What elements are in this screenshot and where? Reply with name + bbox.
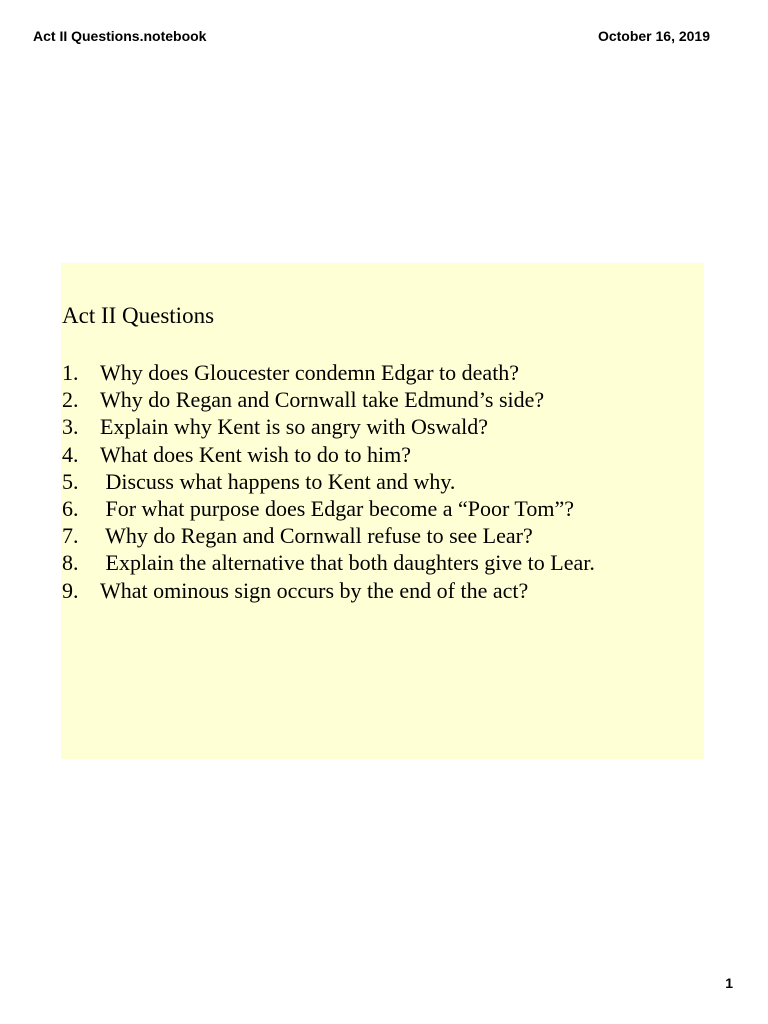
question-number: 5. bbox=[62, 468, 79, 494]
question-item bbox=[62, 549, 595, 576]
question-text: Explain the alternative that both daughters give to Lear. bbox=[100, 550, 595, 576]
question-text: Explain why Kent is so angry with Oswald? bbox=[100, 414, 488, 440]
page-number: 1 bbox=[725, 975, 733, 991]
note-box bbox=[61, 263, 704, 759]
question-item bbox=[62, 359, 595, 386]
question-number: 9. bbox=[62, 577, 79, 603]
question-text: What ominous sign occurs by the end of the act? bbox=[100, 577, 529, 603]
question-text: What does Kent wish to do to him? bbox=[100, 441, 412, 467]
question-number: 2. bbox=[62, 387, 79, 413]
question-text: Why do Regan and Cornwall refuse to see Lear? bbox=[100, 523, 533, 549]
question-item bbox=[62, 495, 595, 522]
question-text: Discuss what happens to Kent and why. bbox=[100, 468, 456, 494]
question-item bbox=[62, 468, 595, 495]
question-list bbox=[62, 359, 595, 604]
note-title: Act II Questions bbox=[62, 303, 215, 328]
question-number: 1. bbox=[62, 360, 79, 385]
question-item bbox=[62, 441, 595, 468]
page-date: October 16, 2019 bbox=[597, 28, 710, 44]
question-text: Why do Regan and Cornwall take Edmund’s side? bbox=[100, 387, 545, 413]
question-item bbox=[62, 522, 595, 549]
question-item bbox=[62, 577, 595, 604]
question-number: 4. bbox=[62, 441, 79, 467]
question-text: Why does Gloucester condemn Edgar to death? bbox=[100, 360, 520, 385]
question-item bbox=[62, 413, 595, 440]
question-text: For what purpose does Edgar become a “Poor Tom”? bbox=[100, 495, 574, 521]
question-number: 8. bbox=[62, 550, 79, 576]
question-number: 3. bbox=[62, 414, 79, 440]
question-number: 6. bbox=[62, 495, 79, 521]
question-item bbox=[62, 386, 595, 413]
question-number: 7. bbox=[62, 523, 79, 549]
notebook-title: Act II Questions.notebook bbox=[33, 28, 207, 44]
